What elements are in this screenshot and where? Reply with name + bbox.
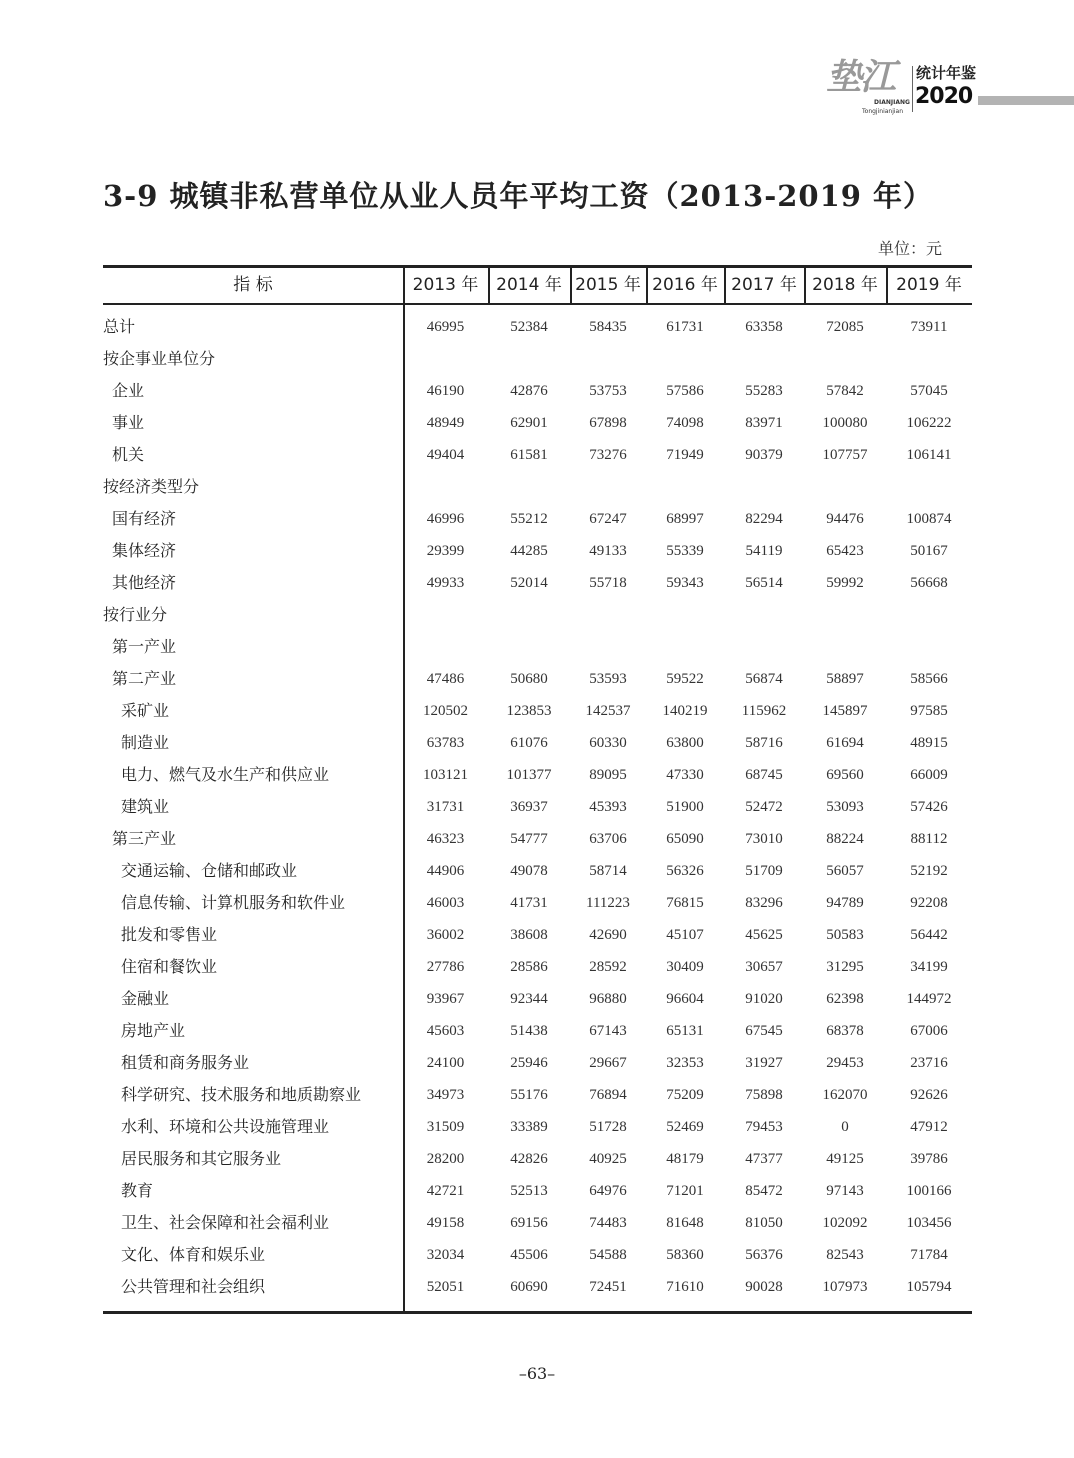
- cell-value: 50680: [510, 671, 548, 687]
- cell-value: 94476: [826, 511, 864, 527]
- logo-calligraphy: 垫江: [826, 56, 895, 98]
- cell-value: 63783: [426, 735, 465, 751]
- cell-value: 76894: [589, 1087, 627, 1103]
- cell-value: 53753: [589, 383, 627, 399]
- row-label: 采矿业: [121, 701, 170, 720]
- cell-value: 28200: [426, 1151, 465, 1167]
- cell-value: 45393: [589, 799, 627, 815]
- table-row: [103, 1239, 972, 1271]
- row-label: 科学研究、技术服务和地质勘察业: [121, 1085, 362, 1104]
- cell-value: 27786: [426, 959, 465, 975]
- column-divider: [804, 265, 806, 304]
- cell-value: 92344: [510, 991, 548, 1007]
- cell-value: 103121: [423, 767, 468, 783]
- cell-value: 56668: [910, 575, 948, 591]
- cell-value: 71784: [910, 1247, 948, 1263]
- cell-value: 63358: [745, 319, 783, 335]
- cell-value: 34199: [910, 959, 948, 975]
- row-label: 制造业: [121, 733, 170, 752]
- cell-value: 59992: [826, 575, 864, 591]
- cell-value: 100166: [906, 1183, 952, 1199]
- cell-value: 57586: [666, 383, 704, 399]
- cell-value: 83296: [745, 895, 783, 911]
- cell-value: 55176: [510, 1087, 548, 1103]
- cell-value: 55283: [745, 383, 783, 399]
- cell-value: 56514: [745, 575, 783, 591]
- cell-value: 42721: [426, 1183, 465, 1199]
- cell-value: 83971: [745, 415, 783, 431]
- cell-value: 88224: [826, 831, 864, 847]
- table-row: [103, 1079, 972, 1111]
- table-row: [103, 919, 972, 951]
- page-number: –63–: [518, 1364, 556, 1383]
- cell-value: 46190: [426, 383, 465, 399]
- cell-value: 29667: [589, 1055, 627, 1071]
- cell-value: 46003: [426, 895, 465, 911]
- column-divider: [724, 265, 726, 304]
- row-label: 其他经济: [112, 573, 177, 592]
- cell-value: 56057: [826, 863, 864, 879]
- cell-value: 73010: [745, 831, 783, 847]
- cell-value: 115962: [741, 703, 787, 719]
- cell-value: 31295: [826, 959, 864, 975]
- cell-value: 100874: [906, 511, 952, 527]
- table-row: [103, 343, 972, 375]
- table-row: [103, 1015, 972, 1047]
- table-row: [103, 311, 972, 343]
- cell-value: 34973: [426, 1087, 465, 1103]
- cell-value: 145897: [822, 703, 868, 719]
- cell-value: 51728: [589, 1119, 627, 1135]
- row-label: 企业: [112, 381, 145, 400]
- table-row: [103, 791, 972, 823]
- table-row: [103, 1271, 972, 1303]
- cell-value: 45107: [666, 927, 704, 943]
- cell-value: 51438: [510, 1023, 548, 1039]
- cell-value: 49933: [426, 575, 465, 591]
- logo-book: 统计年鉴: [916, 64, 977, 82]
- column-header-year: 2018 年: [812, 275, 878, 295]
- cell-value: 75209: [666, 1087, 704, 1103]
- cell-value: 42876: [510, 383, 548, 399]
- row-label: 第二产业: [112, 669, 177, 688]
- cell-value: 49125: [826, 1151, 864, 1167]
- header-bar: [978, 96, 1074, 105]
- cell-value: 81050: [745, 1215, 783, 1231]
- cell-value: 61076: [510, 735, 548, 751]
- cell-value: 56376: [745, 1247, 783, 1263]
- column-header-year: 2019 年: [896, 275, 962, 295]
- column-divider: [570, 265, 572, 304]
- row-label: 第三产业: [112, 829, 177, 848]
- cell-value: 52472: [745, 799, 783, 815]
- table-row: [103, 567, 972, 599]
- table-row: [103, 983, 972, 1015]
- row-label: 信息传输、计算机服务和软件业: [121, 893, 346, 912]
- cell-value: 81648: [666, 1215, 704, 1231]
- row-label: 事业: [112, 413, 145, 432]
- column-header-indicator: 指 标: [233, 275, 273, 295]
- table-row: [103, 1111, 972, 1143]
- cell-value: 38608: [510, 927, 548, 943]
- cell-value: 53593: [589, 671, 627, 687]
- table-row: [103, 599, 972, 631]
- cell-value: 49158: [426, 1215, 465, 1231]
- row-label: 按行业分: [103, 605, 168, 624]
- cell-value: 142537: [585, 703, 631, 719]
- cell-value: 25946: [510, 1055, 548, 1071]
- cell-value: 33389: [510, 1119, 548, 1135]
- cell-value: 96880: [589, 991, 627, 1007]
- cell-value: 32353: [666, 1055, 704, 1071]
- cell-value: 69560: [826, 767, 864, 783]
- cell-value: 36937: [510, 799, 548, 815]
- cell-value: 67006: [910, 1023, 948, 1039]
- cell-value: 69156: [510, 1215, 548, 1231]
- table-row: [103, 663, 972, 695]
- cell-value: 59343: [666, 575, 704, 591]
- cell-value: 52384: [510, 319, 548, 335]
- cell-value: 72085: [826, 319, 864, 335]
- cell-value: 56874: [745, 671, 783, 687]
- cell-value: 60330: [589, 735, 627, 751]
- cell-value: 93967: [426, 991, 465, 1007]
- cell-value: 90028: [745, 1279, 783, 1295]
- cell-value: 140219: [662, 703, 708, 719]
- row-label: 按企事业单位分: [103, 349, 216, 368]
- cell-value: 52014: [510, 575, 548, 591]
- cell-value: 144972: [906, 991, 952, 1007]
- table-row: [103, 1175, 972, 1207]
- cell-value: 55212: [510, 511, 548, 527]
- row-label: 第一产业: [112, 637, 177, 656]
- table-row: [103, 823, 972, 855]
- cell-value: 68997: [666, 511, 704, 527]
- cell-value: 42826: [510, 1151, 548, 1167]
- cell-value: 52469: [666, 1119, 704, 1135]
- cell-value: 52513: [510, 1183, 548, 1199]
- cell-value: 103456: [906, 1215, 952, 1231]
- cell-value: 107757: [822, 447, 868, 463]
- cell-value: 82294: [745, 511, 783, 527]
- logo-year: 2020: [915, 84, 973, 109]
- cell-value: 29399: [426, 543, 465, 559]
- row-label: 文化、体育和娱乐业: [121, 1245, 266, 1264]
- cell-value: 65423: [826, 543, 864, 559]
- column-header-year: 2015 年: [575, 275, 641, 295]
- table-bottom-rule: [103, 1311, 972, 1314]
- logo-divider: [912, 66, 913, 112]
- cell-value: 50583: [826, 927, 864, 943]
- cell-value: 58716: [745, 735, 783, 751]
- logo-sub: Tongjinianjian: [862, 108, 904, 115]
- cell-value: 29453: [826, 1055, 864, 1071]
- cell-value: 68378: [826, 1023, 864, 1039]
- cell-value: 28592: [589, 959, 627, 975]
- cell-value: 82543: [826, 1247, 864, 1263]
- cell-value: 58566: [910, 671, 948, 687]
- cell-value: 46996: [426, 511, 465, 527]
- row-label: 房地产业: [121, 1021, 186, 1040]
- row-label: 交通运输、仓储和邮政业: [121, 861, 298, 880]
- cell-value: 105794: [906, 1279, 952, 1295]
- table-row: [103, 1047, 972, 1079]
- cell-value: 101377: [506, 767, 552, 783]
- cell-value: 58360: [666, 1247, 704, 1263]
- cell-value: 58897: [826, 671, 864, 687]
- table-row: [103, 695, 972, 727]
- cell-value: 54588: [589, 1247, 627, 1263]
- cell-value: 56326: [666, 863, 704, 879]
- cell-value: 48179: [666, 1151, 704, 1167]
- cell-value: 31509: [426, 1119, 465, 1135]
- cell-value: 64976: [589, 1183, 627, 1199]
- column-divider: [646, 265, 648, 304]
- cell-value: 100080: [822, 415, 868, 431]
- cell-value: 65131: [666, 1023, 704, 1039]
- cell-value: 23716: [910, 1055, 948, 1071]
- cell-value: 58714: [589, 863, 627, 879]
- row-label: 按经济类型分: [103, 477, 200, 496]
- cell-value: 53093: [826, 799, 864, 815]
- page-title: 3-9 城镇非私营单位从业人员年平均工资（2013-2019 年）: [103, 179, 934, 213]
- cell-value: 45506: [510, 1247, 548, 1263]
- cell-value: 88112: [910, 831, 948, 847]
- cell-value: 61581: [510, 447, 548, 463]
- cell-value: 102092: [822, 1215, 868, 1231]
- cell-value: 31927: [745, 1055, 783, 1071]
- cell-value: 60690: [510, 1279, 548, 1295]
- cell-value: 73276: [589, 447, 627, 463]
- cell-value: 68745: [745, 767, 783, 783]
- wage-table: [103, 265, 972, 1314]
- cell-value: 48949: [426, 415, 465, 431]
- column-header-year: 2016 年: [652, 275, 718, 295]
- row-label: 住宿和餐饮业: [121, 957, 218, 976]
- table-row: [103, 503, 972, 535]
- table-row: [103, 951, 972, 983]
- table-row: [103, 471, 972, 503]
- cell-value: 96604: [666, 991, 704, 1007]
- cell-value: 40925: [589, 1151, 627, 1167]
- cell-value: 74098: [666, 415, 704, 431]
- row-label: 批发和零售业: [121, 925, 218, 944]
- cell-value: 59522: [666, 671, 704, 687]
- row-label: 集体经济: [112, 541, 177, 560]
- cell-value: 71201: [666, 1183, 704, 1199]
- cell-value: 51900: [666, 799, 704, 815]
- cell-value: 52192: [910, 863, 948, 879]
- cell-value: 47377: [745, 1151, 783, 1167]
- cell-value: 74483: [589, 1215, 627, 1231]
- cell-value: 71949: [666, 447, 704, 463]
- cell-value: 49133: [589, 543, 627, 559]
- cell-value: 31731: [426, 799, 465, 815]
- cell-value: 56442: [910, 927, 948, 943]
- row-label: 国有经济: [112, 509, 177, 528]
- cell-value: 91020: [745, 991, 783, 1007]
- row-label: 总计: [103, 317, 136, 336]
- row-label: 金融业: [121, 989, 170, 1008]
- cell-value: 44285: [510, 543, 548, 559]
- table-row: [103, 407, 972, 439]
- cell-value: 49404: [426, 447, 465, 463]
- cell-value: 51709: [745, 863, 783, 879]
- cell-value: 79453: [745, 1119, 783, 1135]
- cell-value: 76815: [666, 895, 704, 911]
- cell-value: 30409: [666, 959, 704, 975]
- cell-value: 47912: [910, 1119, 948, 1135]
- row-label: 电力、燃气及水生产和供应业: [121, 765, 330, 784]
- cell-value: 111223: [586, 895, 630, 911]
- cell-value: 55339: [666, 543, 704, 559]
- cell-value: 49078: [510, 863, 548, 879]
- cell-value: 61694: [826, 735, 864, 751]
- cell-value: 46323: [426, 831, 465, 847]
- table-row: [103, 887, 972, 919]
- cell-value: 55718: [589, 575, 627, 591]
- cell-value: 44906: [426, 863, 465, 879]
- row-label: 居民服务和其它服务业: [121, 1149, 282, 1168]
- column-header-year: 2017 年: [731, 275, 797, 295]
- cell-value: 30657: [745, 959, 783, 975]
- row-label: 水利、环境和公共设施管理业: [121, 1117, 330, 1136]
- cell-value: 106141: [906, 447, 952, 463]
- cell-value: 162070: [822, 1087, 868, 1103]
- cell-value: 54119: [745, 543, 783, 559]
- cell-value: 63800: [666, 735, 704, 751]
- cell-value: 67545: [745, 1023, 783, 1039]
- cell-value: 46995: [426, 319, 465, 335]
- table-row: [103, 1207, 972, 1239]
- cell-value: 57426: [910, 799, 948, 815]
- cell-value: 63706: [589, 831, 627, 847]
- cell-value: 54777: [510, 831, 548, 847]
- row-label: 公共管理和社会组织: [121, 1277, 266, 1296]
- table-row: [103, 535, 972, 567]
- cell-value: 32034: [426, 1247, 465, 1263]
- cell-value: 67143: [589, 1023, 627, 1039]
- cell-value: 58435: [589, 319, 627, 335]
- unit-label: 单位：元: [878, 239, 943, 258]
- column-divider: [488, 265, 490, 304]
- cell-value: 24100: [426, 1055, 465, 1071]
- cell-value: 90379: [745, 447, 783, 463]
- table-header-rule: [103, 303, 972, 305]
- table-row: [103, 855, 972, 887]
- cell-value: 92626: [910, 1087, 948, 1103]
- cell-value: 42690: [589, 927, 627, 943]
- cell-value: 92208: [910, 895, 948, 911]
- cell-value: 48915: [910, 735, 948, 751]
- cell-value: 67898: [589, 415, 627, 431]
- table-row: [103, 759, 972, 791]
- cell-value: 73911: [910, 319, 948, 335]
- column-header-year: 2014 年: [496, 275, 562, 295]
- cell-value: 57842: [826, 383, 864, 399]
- cell-value: 47330: [666, 767, 704, 783]
- yearbook-logo: [826, 58, 1074, 122]
- table-row: [103, 631, 972, 663]
- cell-value: 45603: [426, 1023, 465, 1039]
- row-label: 卫生、社会保障和社会福利业: [121, 1213, 330, 1232]
- cell-value: 28586: [510, 959, 548, 975]
- cell-value: 75898: [745, 1087, 783, 1103]
- cell-value: 106222: [906, 415, 952, 431]
- cell-value: 57045: [910, 383, 948, 399]
- cell-value: 120502: [423, 703, 468, 719]
- cell-value: 94789: [826, 895, 864, 911]
- cell-value: 65090: [666, 831, 704, 847]
- cell-value: 52051: [426, 1279, 465, 1295]
- row-label: 教育: [121, 1181, 154, 1200]
- cell-value: 39786: [910, 1151, 948, 1167]
- row-label: 机关: [112, 445, 145, 464]
- cell-value: 47486: [426, 671, 465, 687]
- cell-value: 67247: [589, 511, 627, 527]
- cell-value: 89095: [589, 767, 627, 783]
- cell-value: 62398: [826, 991, 864, 1007]
- cell-value: 71610: [666, 1279, 704, 1295]
- cell-value: 0: [841, 1119, 849, 1135]
- cell-value: 123853: [506, 703, 552, 719]
- cell-value: 107973: [822, 1279, 868, 1295]
- logo-pinyin: DIANJIANG: [874, 99, 910, 106]
- row-label: 建筑业: [121, 797, 170, 816]
- table-row: [103, 727, 972, 759]
- table-row: [103, 439, 972, 471]
- cell-value: 97585: [910, 703, 948, 719]
- cell-value: 36002: [426, 927, 465, 943]
- cell-value: 45625: [745, 927, 783, 943]
- table-row: [103, 375, 972, 407]
- cell-value: 41731: [510, 895, 548, 911]
- cell-value: 50167: [910, 543, 948, 559]
- column-header-year: 2013 年: [412, 275, 479, 295]
- row-label: 租赁和商务服务业: [121, 1053, 250, 1072]
- table-row: [103, 1143, 972, 1175]
- cell-value: 85472: [745, 1183, 783, 1199]
- cell-value: 72451: [589, 1279, 627, 1295]
- cell-value: 97143: [826, 1183, 864, 1199]
- cell-value: 61731: [666, 319, 704, 335]
- cell-value: 66009: [910, 767, 948, 783]
- column-divider: [886, 265, 888, 304]
- cell-value: 62901: [510, 415, 548, 431]
